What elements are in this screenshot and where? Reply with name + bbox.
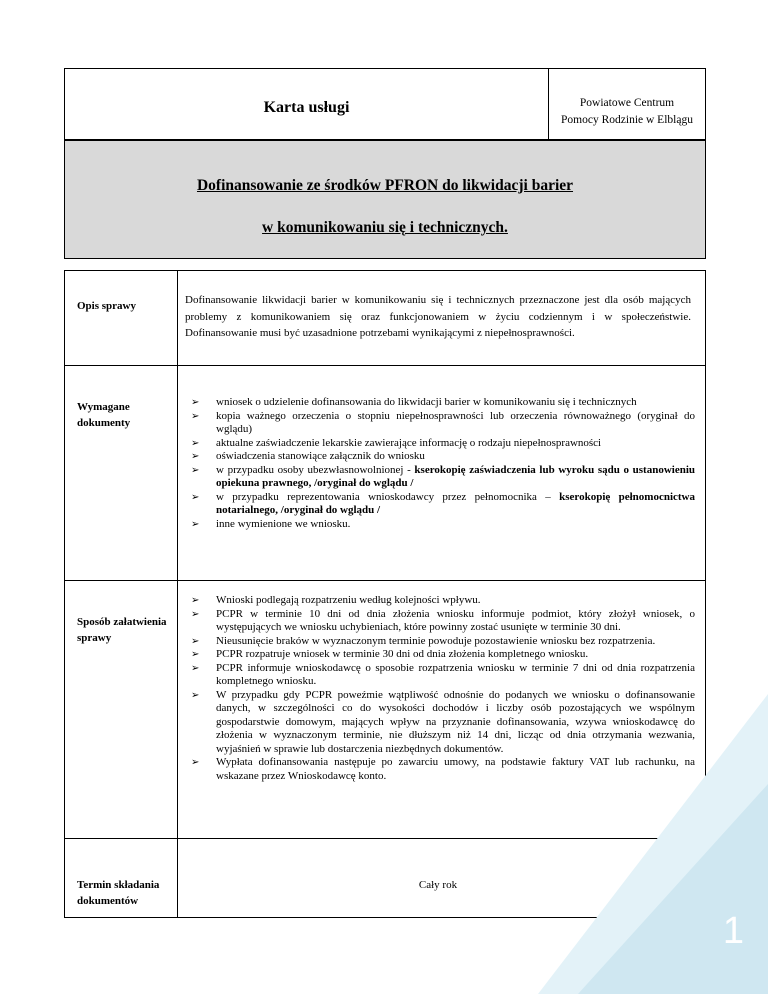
- arrow-bullet-icon: ➢: [191, 518, 200, 530]
- page-number: 1: [722, 910, 744, 952]
- list-item: ➢ Wnioski podlegają rozpatrzeniu według kolejności wpływu.: [191, 594, 481, 606]
- main-title-line-2: w komunikowaniu się i technicznych.: [262, 219, 508, 236]
- list-item: ➢ Nieusunięcie braków w wyznaczonym terminie powoduje pozostawienie wniosku bez rozpatrzenia.: [191, 634, 656, 647]
- row-content-opis: Dofinansowanie likwidacji barier w komunikowaniu się i technicznych przeznaczone jest dla osób mających problemy z komunikowaniem się oraz funkcjonowaniem w życiu codziennym i w społeczeństwie. Dofinansowanie musi być uzasadnione potrzebami wynikającymi z niepełnosprawności.: [185, 294, 691, 339]
- arrow-bullet-icon: ➢: [191, 689, 200, 701]
- list-item: ➢ kopia ważnego orzeczenia o stopniu niepełnosprawności lub orzeczenia równoważnego (oryginał do wglądu): [191, 409, 695, 435]
- arrow-bullet-icon: ➢: [191, 464, 200, 476]
- list-item: ➢ w przypadku osoby ubezwłasnowolnionej - kserokopię zaświadczenia lub wyroku sądu o ustanowieniu opiekuna prawnego, /oryginał do wglądu /: [191, 463, 695, 489]
- row-opis: [65, 271, 705, 365]
- org-line-2: Pomocy Rodzinie w Elblągu: [561, 114, 693, 126]
- arrow-bullet-icon: ➢: [191, 757, 200, 768]
- row-content-termin: Cały rok: [418, 879, 458, 891]
- row-label-dokumenty: Wymagane dokumenty: [77, 401, 131, 429]
- corner-shape-mid: [578, 784, 768, 994]
- card-title: Karta usługi: [263, 99, 350, 116]
- arrow-bullet-icon: ➢: [191, 397, 200, 408]
- organization-name: [549, 95, 705, 129]
- arrow-bullet-icon: ➢: [191, 595, 200, 606]
- list-item: ➢ PCPR informuje wnioskodawcę o sposobie rozpatrzenia wniosku w terminie 7 dni od dnia rozpatrzenia kompletnego wniosku.: [191, 661, 695, 687]
- row-label-sposob: Sposób załatwienia sprawy: [77, 616, 167, 644]
- org-line-1: Powiatowe Centrum: [579, 97, 675, 109]
- list-item: ➢ inne wymienione we wniosku.: [191, 517, 351, 530]
- list-item: ➢ aktualne zaświadczenie lekarskie zawierające informację o rodzaju niepełnosprawności: [191, 436, 602, 449]
- arrow-bullet-icon: ➢: [191, 649, 200, 660]
- list-item: ➢ PCPR w terminie 10 dni od dnia złożenia wniosku informuje podmiot, który złożył wniosek, o występujących we wniosku uchybieniach, które powinny zostać usunięte w terminie 30 dni.: [191, 607, 695, 633]
- arrow-bullet-icon: ➢: [191, 608, 200, 620]
- arrow-bullet-icon: ➢: [191, 662, 200, 674]
- header-box: [64, 68, 706, 140]
- arrow-bullet-icon: ➢: [191, 491, 200, 503]
- main-title-line-1: Dofinansowanie ze środków PFRON do likwidacji barier: [196, 177, 574, 194]
- row-label-opis: Opis sprawy: [77, 300, 136, 312]
- list-item: ➢ oświadczenia stanowiące załącznik do wniosku: [191, 450, 425, 462]
- list-item: ➢ W przypadku gdy PCPR poweźmie wątpliwość odnośnie do podanych we wniosku o dofinansowanie danych, w szczególności co do wysokości dochodów i liczby osób pozostających we wspólnym gospodarstwie domowym, mających wpływ na przyznanie dofinansowania, wzywa wnioskodawcę do złożenia w wyznaczonym terminie, nie dłuższym niż 14 dni, licząc od dnia otrzymania wezwania, wyjaśnień w sprawie lub dostarczenia niezbędnych dokumentów.: [191, 688, 695, 755]
- arrow-bullet-icon: ➢: [191, 635, 200, 647]
- documents-list: [191, 396, 695, 531]
- list-item: ➢ w przypadku reprezentowania wnioskodawcy przez pełnomocnika – kserokopię pełnomocnictwa notarialnego, /oryginał do wglądu /: [191, 490, 695, 516]
- arrow-bullet-icon: ➢: [191, 410, 200, 422]
- arrow-bullet-icon: ➢: [191, 437, 200, 449]
- list-item: ➢ Wypłata dofinansowania następuje po zawarciu umowy, na podstawie faktury VAT lub rachunku, na wskazane przez Wnioskodawcę konto.: [191, 756, 695, 782]
- row-dokumenty: [65, 365, 705, 581]
- row-label-termin: Termin składania dokumentów: [77, 879, 160, 907]
- list-item: ➢ PCPR rozpatruje wniosek w terminie 30 dni od dnia złożenia kompletnego wniosku.: [191, 648, 589, 660]
- title-band: [64, 140, 706, 259]
- arrow-bullet-icon: ➢: [191, 451, 200, 462]
- row-content-dokumenty: [191, 396, 695, 531]
- list-item: ➢ wniosek o udzielenie dofinansowania do likwidacji barier w komunikowaniu się i technicznych: [191, 396, 637, 408]
